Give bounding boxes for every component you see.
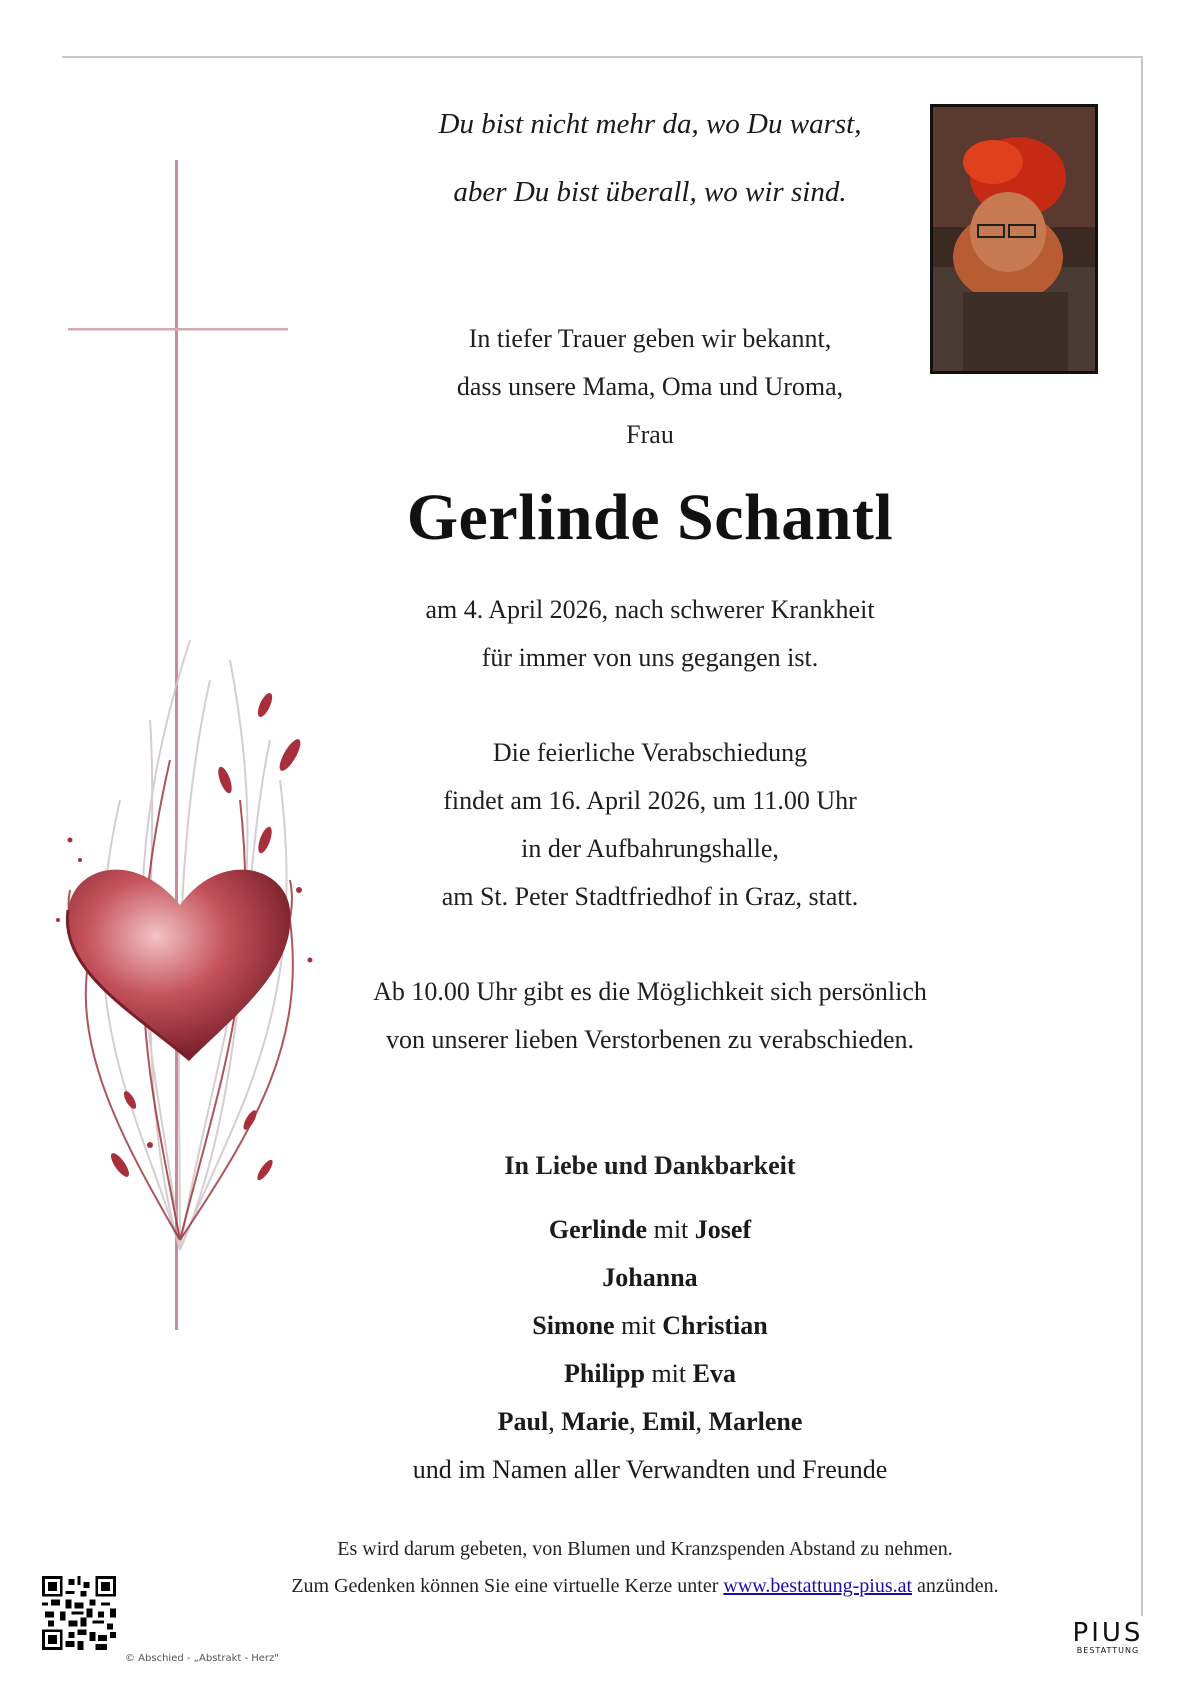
deceased-name: Gerlinde Schantl xyxy=(406,481,894,554)
separator: , xyxy=(695,1407,709,1436)
artwork-credit: © Abschied - „Abstrakt - Herz" xyxy=(125,1653,279,1664)
footer-text: anzünden. xyxy=(912,1575,999,1597)
separator: , xyxy=(629,1407,643,1436)
mourners-heading: In Liebe und Dankbarkeit xyxy=(504,1151,796,1180)
mourner-row-3 xyxy=(330,1311,970,1341)
logo-subtitle: BESTATTUNG xyxy=(1076,1646,1140,1655)
announcement-line-2: dass unsere Mama, Oma und Uroma, xyxy=(456,372,844,401)
mourner-name: Josef xyxy=(694,1215,752,1244)
mourner-conjunction: mit xyxy=(644,1359,693,1388)
quote-line-2: aber Du bist überall, wo wir sind. xyxy=(453,176,847,208)
announcement-line-3: Frau xyxy=(626,420,674,449)
footer-line-2 xyxy=(240,1575,1050,1598)
mourners-closing: und im Namen aller Verwandten und Freunde xyxy=(412,1455,888,1484)
mourner-name: Marlene xyxy=(708,1407,803,1436)
mourner-row-1 xyxy=(330,1215,970,1245)
announcement-line-1: In tiefer Trauer geben wir bekannt, xyxy=(468,324,832,353)
farewell-line-1: Ab 10.00 Uhr gibt es die Möglichkeit sich persönlich xyxy=(373,977,927,1006)
passing-line-1: am 4. April 2026, nach schwerer Krankheit xyxy=(425,595,875,624)
ceremony-line-2: findet am 16. April 2026, um 11.00 Uhr xyxy=(443,786,857,815)
heart-icon xyxy=(67,870,290,1060)
ceremony-line-3: in der Aufbahrungshalle, xyxy=(521,834,779,863)
mourner-name: Philipp xyxy=(564,1359,645,1388)
mourner-conjunction: mit xyxy=(614,1311,663,1340)
footer-line-1: Es wird darum gebeten, von Blumen und Kranzspenden Abstand zu nehmen. xyxy=(337,1538,953,1560)
mourner-name: Gerlinde xyxy=(548,1215,648,1244)
mourner-name: Christian xyxy=(662,1311,768,1340)
mourner-conjunction: mit xyxy=(647,1215,695,1244)
quote-line-1: Du bist nicht mehr da, wo Du warst, xyxy=(438,108,862,140)
website-link[interactable]: www.bestattung-pius.at xyxy=(723,1575,913,1597)
mourner-name: Johanna xyxy=(602,1263,698,1292)
passing-line-2: für immer von uns gegangen ist. xyxy=(481,643,819,672)
mourner-name: Eva xyxy=(692,1359,736,1388)
separator: , xyxy=(548,1407,562,1436)
mourner-name: Paul xyxy=(497,1407,549,1436)
ceremony-line-4: am St. Peter Stadtfriedhof in Graz, statt. xyxy=(441,882,859,911)
mourner-name: Marie xyxy=(561,1407,630,1436)
cross-heart-artwork xyxy=(40,160,340,1430)
mourner-name: Simone xyxy=(532,1311,615,1340)
mourner-row-5 xyxy=(330,1407,970,1437)
frame-top-line xyxy=(62,56,1142,58)
frame-right-line xyxy=(1141,56,1143,1616)
footer-text: Zum Gedenken können Sie eine virtuelle Kerze unter xyxy=(291,1575,724,1597)
mourner-row-2 xyxy=(330,1263,970,1293)
pius-logo xyxy=(1072,1620,1144,1655)
mourner-row-4 xyxy=(330,1359,970,1389)
qr-code-icon[interactable] xyxy=(42,1576,116,1650)
mourner-name: Emil xyxy=(642,1407,696,1436)
logo-name: PIUS xyxy=(1072,1618,1144,1648)
cross-icon xyxy=(68,160,288,1330)
farewell-line-2: von unserer lieben Verstorbenen zu verabschieden. xyxy=(386,1025,914,1054)
ceremony-line-1: Die feierliche Verabschiedung xyxy=(492,738,808,767)
